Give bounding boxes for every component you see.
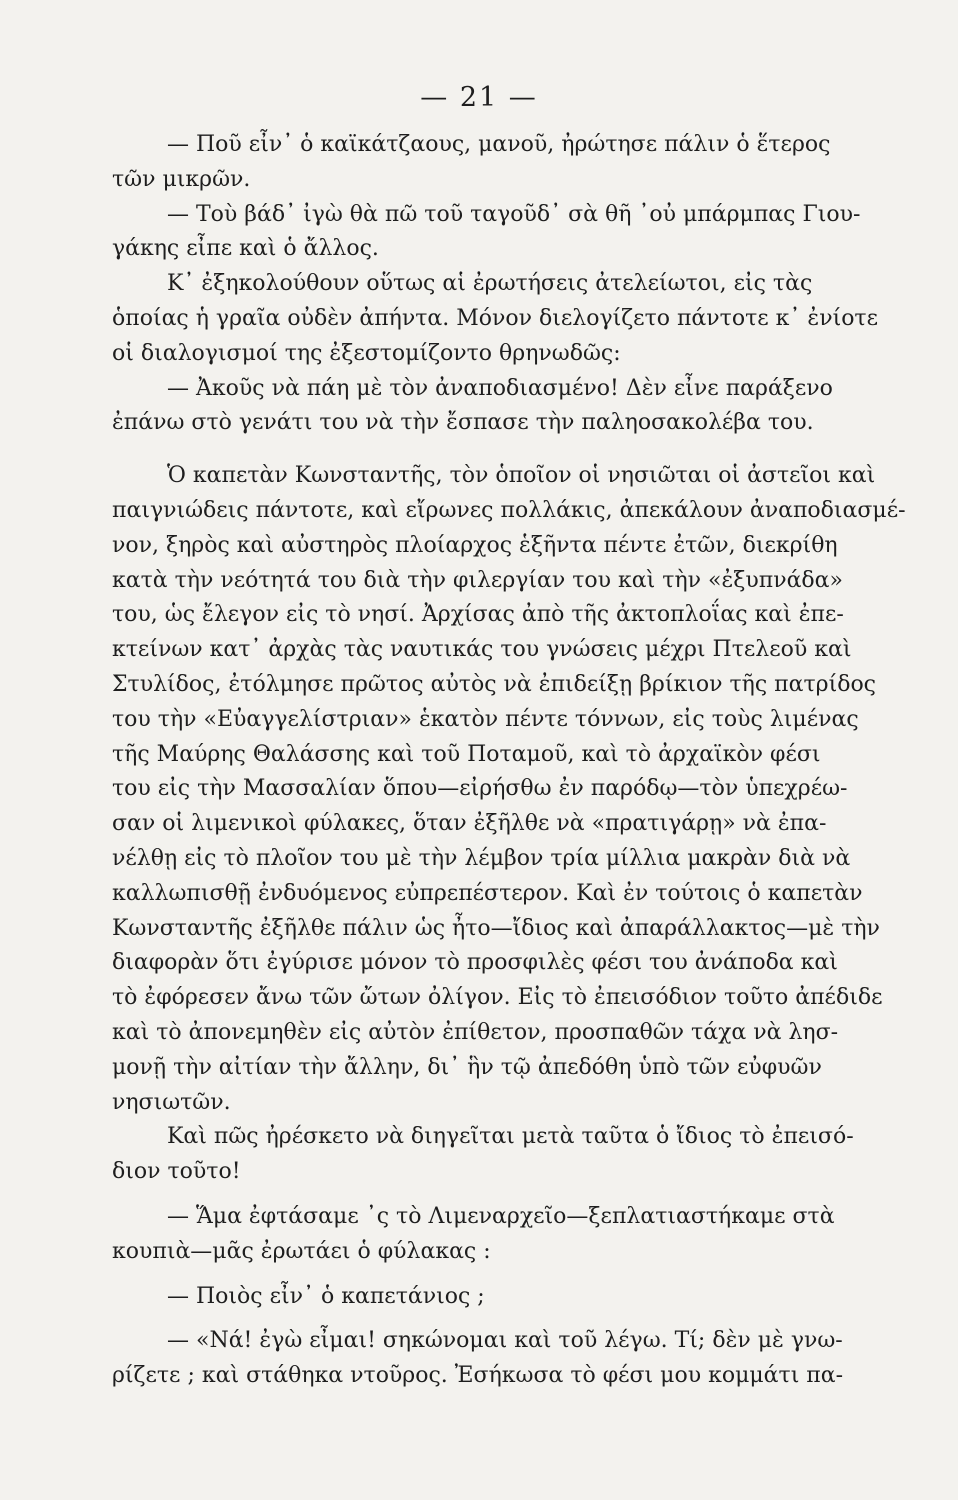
paragraph-6 [112, 1120, 854, 1190]
text-line: — Ἅμα ἐφτάσαμε ᾽ς τὸ Λιμεναρχεῖο—ξεπλατιαστήκαμε στὰ [167, 1203, 835, 1229]
text-line: Ὁ καπετὰν Κωνσταντῆς, τὸν ὁποῖον οἱ νησιῶται οἱ ἀστεῖοι καὶ [167, 463, 876, 489]
body-text [112, 128, 906, 1394]
text-line: διαφορὰν ὅτι ἐγύρισε μόνον τὸ προσφιλὲς φέσι του ἀνάποδα καὶ [112, 950, 838, 976]
text-line: μονῇ τὴν αἰτίαν τὴν ἄλλην, δι᾽ ἣν τῷ ἀπεδόθη ὑπὸ τῶν εὐφυῶν [112, 1054, 822, 1080]
text-line: τῆς Μαύρης Θαλάσσης καὶ τοῦ Ποταμοῦ, καὶ τὸ ἀρχαϊκὸν φέσι [112, 741, 821, 767]
text-line: τῶν μικρῶν. [112, 166, 251, 192]
paragraph-2 [112, 198, 861, 268]
text-line: καὶ τὸ ἀπονεμηθὲν εἰς αὐτὸν ἐπίθετον, προσπαθῶν τάχα νὰ λησ- [112, 1019, 839, 1045]
text-line: νέλθῃ εἰς τὸ πλοῖον του μὲ τὴν λέμβον τρία μίλλια μακρὰν διὰ νὰ [112, 845, 851, 871]
text-line: — «Νά! ἐγὼ εἶμαι! σηκώνομαι καὶ τοῦ λέγω. Τί; δὲν μὲ γνω- [167, 1328, 843, 1354]
paragraph-spacing [112, 1314, 800, 1324]
text-line: σαν οἱ λιμενικοὶ φύλακες, ὅταν ἐξῆλθε νὰ «πρατιγάρῃ» νὰ ἐπα- [112, 811, 827, 837]
paragraph-8 [112, 1280, 800, 1315]
text-line: Καὶ πῶς ἠρέσκετο νὰ διηγεῖται μετὰ ταῦτα ὁ ἴδιος τὸ ἐπεισό- [167, 1124, 854, 1150]
text-line: οἱ διαλογισμοί της ἐξεστομίζοντο θρηνωδῶς: [112, 340, 621, 366]
text-line: κατὰ τὴν νεότητά του διὰ τὴν φιλεργίαν του καὶ τὴν «ἐξυπνάδα» [112, 567, 843, 593]
text-line: γάκης εἶπε καὶ ὁ ἄλλος. [112, 236, 379, 262]
text-line: — Ἀκοῦς νὰ πάη μὲ τὸν ἀναποδιασμένο! Δὲν εἶνε παράξενο [167, 375, 833, 401]
page-number: — 21 — [420, 82, 538, 113]
text-line: ρίζετε ; καὶ στάθηκα ντοῦρος. Ἐσήκωσα τὸ φέσι μου κομμάτι πα- [112, 1363, 844, 1389]
text-line: — Ποιὸς εἶν᾽ ὁ καπετάνιος ; [167, 1283, 485, 1309]
text-line: του εἰς τὴν Μασσαλίαν ὅπου—εἰρήσθω ἐν παρόδῳ—τὸν ὑπεχρέω- [112, 776, 848, 802]
paragraph-3 [112, 267, 879, 371]
text-line: του τὴν «Εὐαγγελίστριαν» ἑκατὸν πέντε τόννων, εἰς τοὺς λιμένας [112, 706, 859, 732]
text-line: διον τοῦτο! [112, 1159, 241, 1185]
text-line: ἐπάνω στὸ γενάτι του νὰ τὴν ἔσπασε τὴν παληοσακολέβα του. [112, 410, 814, 436]
text-line: — Τοὺ βάδ᾽ ἰγὼ θὰ πῶ τοῦ ταγοῦδ᾽ σὰ θῆ ᾽οὐ μπάρμπας Γιου- [167, 201, 861, 227]
paragraph-4 [112, 372, 833, 442]
paragraph-spacing [112, 441, 800, 459]
paragraph-1 [112, 128, 831, 198]
text-line: παιγνιώδεις πάντοτε, καὶ εἴρωνες πολλάκις, ἀπεκάλουν ἀναποδιασμέ- [112, 497, 906, 523]
text-line: ὁποίας ἡ γραῖα οὐδὲν ἀπήντα. Μόνον διελογίζετο πάντοτε κ᾽ ἐνίοτε [112, 305, 879, 331]
text-line: τὸ ἐφόρεσεν ἄνω τῶν ὤτων ὀλίγον. Εἰς τὸ ἐπεισόδιον τοῦτο ἀπέδιδε [112, 985, 883, 1011]
text-line: Κ᾽ ἐξηκολούθουν οὕτως αἱ ἐρωτήσεις ἀτελείωτοι, εἰς τὰς [167, 271, 813, 297]
text-line: Στυλίδος, ἐτόλμησε πρῶτος αὐτὸς νὰ ἐπιδείξῃ βρίκιον τῆς πατρίδος [112, 671, 877, 697]
paragraph-7 [112, 1200, 835, 1270]
text-line: του, ὡς ἔλεγον εἰς τὸ νησί. Ἀρχίσας ἀπὸ τῆς ἀκτοπλοΐας καὶ ἐπε- [112, 602, 844, 628]
text-line: καλλωπισθῇ ἐνδυόμενος εὐπρεπέστερον. Καὶ ἐν τούτοις ὁ καπετὰν [112, 880, 863, 906]
paragraph-spacing [112, 1190, 800, 1200]
text-line: νον, ξηρὸς καὶ αὐστηρὸς πλοίαρχος ἑξῆντα πέντε ἐτῶν, διεκρίθη [112, 532, 838, 558]
paragraph-5 [112, 459, 906, 1120]
text-line: — Ποῦ εἶν᾽ ὁ καϊκάτζαους, μανοῦ, ἠρώτησε πάλιν ὁ ἕτερος [167, 132, 831, 157]
text-line: νησιωτῶν. [112, 1089, 231, 1115]
paragraph-9 [112, 1324, 844, 1394]
paragraph-spacing [112, 1270, 800, 1280]
text-line: κτείνων κατ᾽ ἀρχὰς τὰς ναυτικάς του γνώσεις μέχρι Πτελεοῦ καὶ [112, 637, 852, 663]
text-line: κουπιὰ—μᾶς ἐρωτάει ὁ φύλακας : [112, 1238, 491, 1264]
text-line: Κωνσταντῆς ἐξῆλθε πάλιν ὡς ἦτο—ἴδιος καὶ ἀπαράλλακτος—μὲ τὴν [112, 915, 880, 941]
